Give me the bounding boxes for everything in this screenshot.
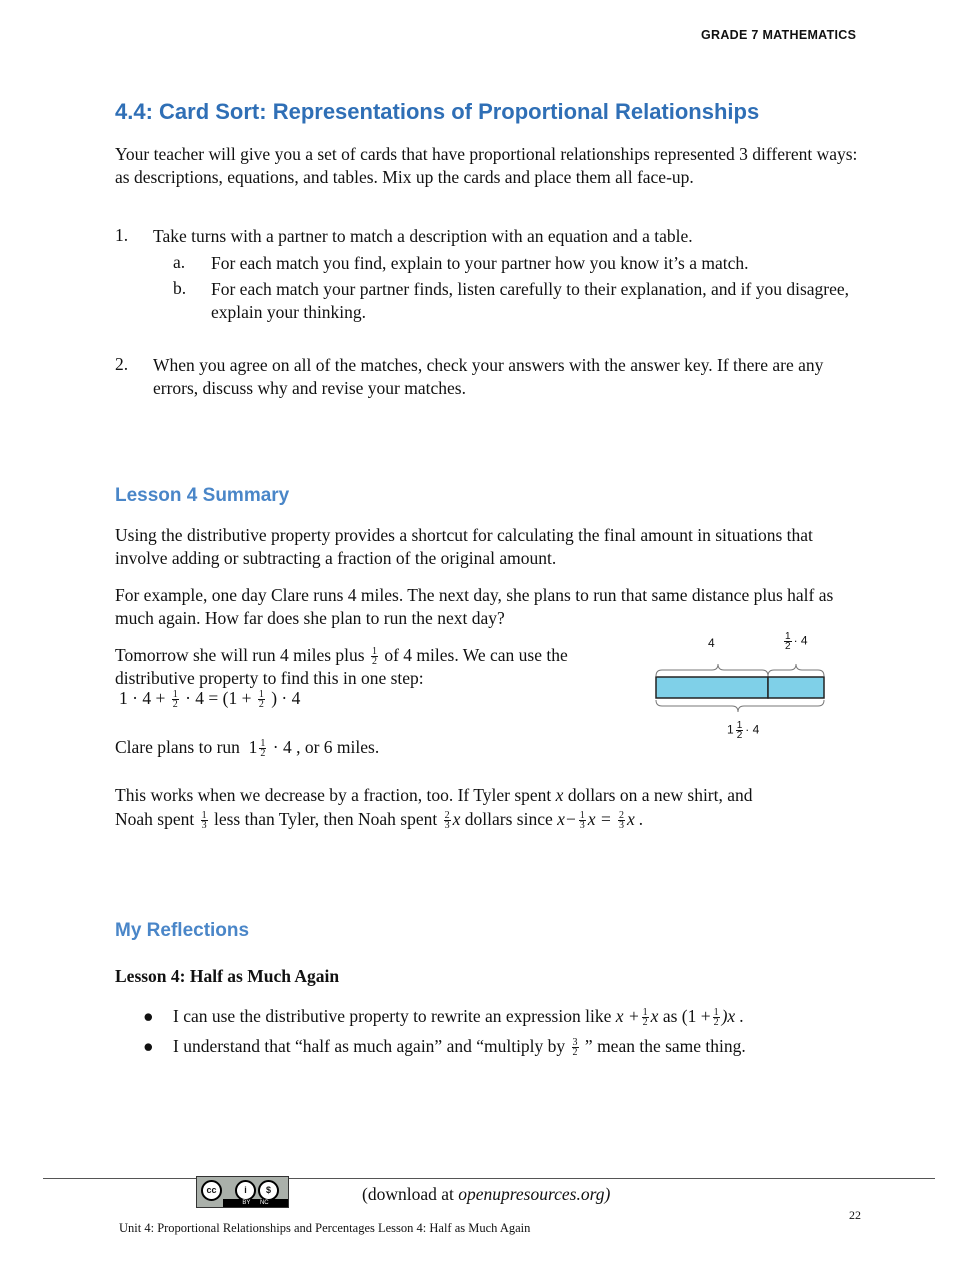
tape-segment-half [768,677,824,698]
license-bar: BY NC [223,1199,288,1207]
running-header: GRADE 7 MATHEMATICS [701,28,857,42]
fraction-half: $\frac{1}{2}$ [258,689,264,711]
bullet-icon: ● [143,1006,154,1026]
item-number: 1. [115,225,129,245]
decrease-paragraph-line1: This works when we decrease by a fraction, too. If Tyler spent x dollars on a new shirt, and [115,785,753,805]
brace-top-left [656,664,768,676]
distributive-equation [119,688,300,709]
footer-divider [43,1178,935,1179]
label-half-times-4: $\frac{1}{2}$ · 4 [785,631,808,652]
text: 1 [248,737,258,757]
subitem-text: For each match you find, explain to your partner how you know it’s a match. [211,253,749,273]
by-icon: i [235,1180,256,1201]
brace-bottom [656,700,824,712]
download-note: (download at openupresources.org) [362,1184,611,1204]
reflections-title: My Reflections [115,920,250,941]
decrease-paragraph-line2: Noah spent $\frac{1}{3}$ less than Tyler, then Noah spent $\frac{2}{3}$ x dollars since x− $\frac{1}{3}$ x = $\frac{2}{3}$ x . [115,809,644,832]
text: Tomorrow she will run 4 miles plus [115,645,365,665]
fraction-half: $\frac{1}{2}$ [371,646,377,668]
nc-icon: $ [258,1180,279,1201]
activity-intro: Your teacher will give you a set of cards that have proportional relationships represented 3 different ways: as descriptions, equations, and tables. Mix up the cards and place them all face-up. [115,144,858,187]
summary-paragraph: Using the distributive property provides a shortcut for calculating the final amount in situations that involve adding or subtracting a fraction of the original amount. [115,525,813,568]
tape-segment-whole [656,677,768,698]
lesson-heading: Lesson 4: Half as Much Again [115,966,340,986]
reflection-item: I understand that “half as much again” and “multiply by $\frac{3}{2}$ ” mean the same thing. [173,1036,746,1059]
bullet-icon: ● [143,1036,154,1056]
summary-title: Lesson 4 Summary [115,485,290,506]
label-4: 4 [708,636,715,650]
instruction-item: Take turns with a partner to match a description with an equation and a table. [153,226,693,246]
page-number: 22 [849,1208,861,1222]
eq-part: 1 · 4 + [119,688,166,708]
footer-course: Unit 4: Proportional Relationships and Percentages Lesson 4: Half as Much Again [119,1221,531,1235]
cc-by-nc-license-logo[interactable] [196,1176,289,1208]
download-link[interactable]: openupresources.org) [458,1184,611,1204]
text: Clare plans to run [115,737,240,757]
clare-conclusion [115,737,379,758]
subitem-label: b. [173,278,187,298]
summary-example: For example, one day Clare runs 4 miles. The next day, she plans to run that same distance plus half as much again. How far does she plan to run the next day? [115,585,834,628]
text: of 4 miles. We can use the distributive property to find this in one step: [115,645,568,688]
cc-icon: cc [201,1180,222,1201]
label-one-and-half-times-4: 1 $\frac{1}{2}$ · 4 [727,720,760,741]
eq-part: ) · 4 [271,688,301,708]
tape-diagram [650,630,830,745]
fraction-half: $\frac{1}{2}$ [172,689,178,711]
reflection-item: I can use the distributive property to rewrite an expression like x + $\frac{1}{2}$ x as (1 + $\frac{1}{2}$ )x . [173,1006,744,1029]
item-number: 2. [115,354,129,374]
distributive-paragraph [115,644,620,690]
instruction-item: When you agree on all of the matches, check your answers with the answer key. If there are any errors, discuss why and revise your matches. [153,355,824,398]
eq-part: · 4 = (1 + [185,688,252,708]
subitem-label: a. [173,252,186,272]
fraction-half: $\frac{1}{2}$ [260,738,266,760]
activity-title: 4.4: Card Sort: Representations of Proportional Relationships [115,99,760,124]
brace-top-right [768,664,824,676]
text: · 4 , or 6 miles. [272,737,380,757]
subitem-text: For each match your partner finds, listen carefully to their explanation, and if you disagree, explain your thinking. [211,279,850,322]
